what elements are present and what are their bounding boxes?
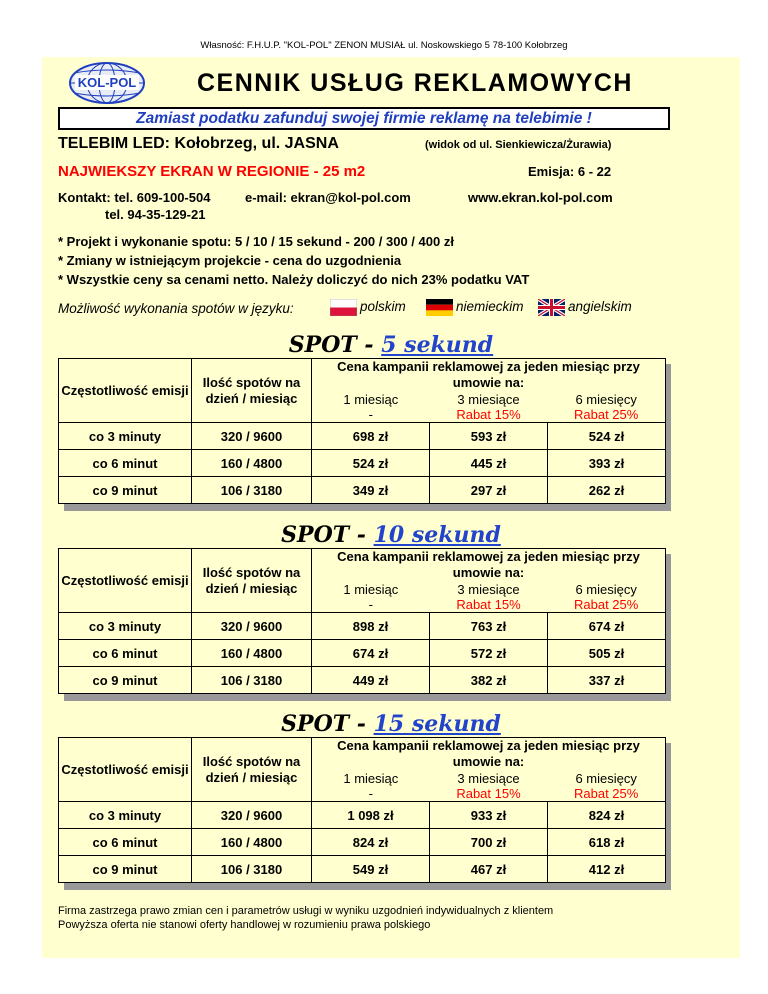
table-row: co 3 minuty 320 / 9600 1 098 zł 933 zł 824 zł: [59, 802, 666, 829]
note-changes: * Zmiany w istniejącym projekcie - cena do uzgodnienia: [58, 253, 402, 268]
header-frequency: Częstotliwość emisji: [59, 738, 192, 802]
contact-website[interactable]: www.ekran.kol-pol.com: [468, 190, 613, 205]
price-list-page: [42, 57, 740, 958]
table-row: co 3 minuty 320 / 9600 898 zł 763 zł 674 zł: [59, 613, 666, 640]
kol-pol-logo: [68, 61, 146, 105]
header-count: Ilość spotów na dzień / miesiąc: [192, 738, 312, 802]
price-table-5s: [58, 358, 666, 504]
view-note: (widok od ul. Sienkiewicza/Żurawia): [425, 139, 612, 151]
owner-line: Własność: F.H.U.P. "KOL-POL" ZENON MUSIAŁ ul. Noskowskiego 5 78-100 Kołobrzeg: [200, 40, 568, 51]
spot-10-title: SPOT - 10 sekund: [281, 522, 501, 548]
header-price: Cena kampanii reklamowej za jeden miesiąc przy umowie na: 1 miesiąc - 3 miesiące Rabat 15% 6 miesięcy Rabat 25%: [312, 549, 666, 613]
language-german: niemieckim: [426, 299, 524, 316]
contact-phone-2: tel. 94-35-129-21: [105, 207, 206, 222]
footer-line-2: Powyższa oferta nie stanowi oferty handlowej w rozumieniu prawa polskiego: [58, 919, 431, 931]
uk-flag-icon: [538, 299, 565, 316]
footer-line-1: Firma zastrzega prawo zmian cen i parametrów usługi w wyniku uzgodnień indywidualnych z klientem: [58, 905, 554, 917]
languages-label: Możliwość wykonania spotów w języku:: [58, 301, 294, 316]
table-row: co 9 minut 106 / 3180 349 zł 297 zł 262 zł: [59, 477, 666, 504]
table-row: co 6 minut 160 / 4800 674 zł 572 zł 505 zł: [59, 640, 666, 667]
promo-banner: Zamiast podatku zafunduj swojej firmie reklamę na telebimie !: [58, 107, 670, 130]
language-english: angielskim: [538, 299, 632, 316]
language-polish: polskim: [330, 299, 406, 316]
header-price: Cena kampanii reklamowej za jeden miesiąc przy umowie na: 1 miesiąc - 3 miesiące Rabat 15% 6 miesięcy Rabat 25%: [312, 359, 666, 423]
telebim-location: TELEBIM LED: Kołobrzeg, ul. JASNA: [58, 135, 339, 152]
header-count: Ilość spotów na dzień / miesiąc: [192, 549, 312, 613]
spot-15-title: SPOT - 15 sekund: [281, 711, 501, 737]
note-project: * Projekt i wykonanie spotu: 5 / 10 / 15 sekund - 200 / 300 / 400 zł: [58, 234, 454, 249]
price-table-15s: [58, 737, 666, 883]
spot-5-title: SPOT - 5 sekund: [288, 332, 494, 358]
poland-flag-icon: [330, 299, 357, 316]
price-table-10s: [58, 548, 666, 694]
table-row: co 6 minut 160 / 4800 524 zł 445 zł 393 zł: [59, 450, 666, 477]
table-row: co 6 minut 160 / 4800 824 zł 700 zł 618 zł: [59, 829, 666, 856]
note-vat: * Wszystkie ceny sa cenami netto. Należy doliczyć do nich 23% podatku VAT: [58, 272, 530, 287]
largest-screen: NAJWIEKSZY EKRAN W REGIONIE - 25 m2: [58, 163, 366, 180]
header-price: Cena kampanii reklamowej za jeden miesiąc przy umowie na: 1 miesiąc - 3 miesiące Rabat 15% 6 miesięcy Rabat 25%: [312, 738, 666, 802]
table-row: co 9 minut 106 / 3180 549 zł 467 zł 412 zł: [59, 856, 666, 883]
table-row: co 9 minut 106 / 3180 449 zł 382 zł 337 zł: [59, 667, 666, 694]
contact-email[interactable]: e-mail: ekran@kol-pol.com: [245, 190, 411, 205]
header-frequency: Częstotliwość emisji: [59, 549, 192, 613]
emission-hours: Emisja: 6 - 22: [528, 164, 612, 179]
header-count: Ilość spotów na dzień / miesiąc: [192, 359, 312, 423]
page-title: CENNIK USŁUG REKLAMOWYCH: [197, 69, 633, 97]
logo-text: KOL-POL: [77, 75, 137, 90]
contact-phone: Kontakt: tel. 609-100-504: [58, 190, 211, 205]
header-frequency: Częstotliwość emisji: [59, 359, 192, 423]
table-row: co 3 minuty 320 / 9600 698 zł 593 zł 524 zł: [59, 423, 666, 450]
footer-disclaimer: [58, 904, 553, 932]
germany-flag-icon: [426, 299, 453, 316]
